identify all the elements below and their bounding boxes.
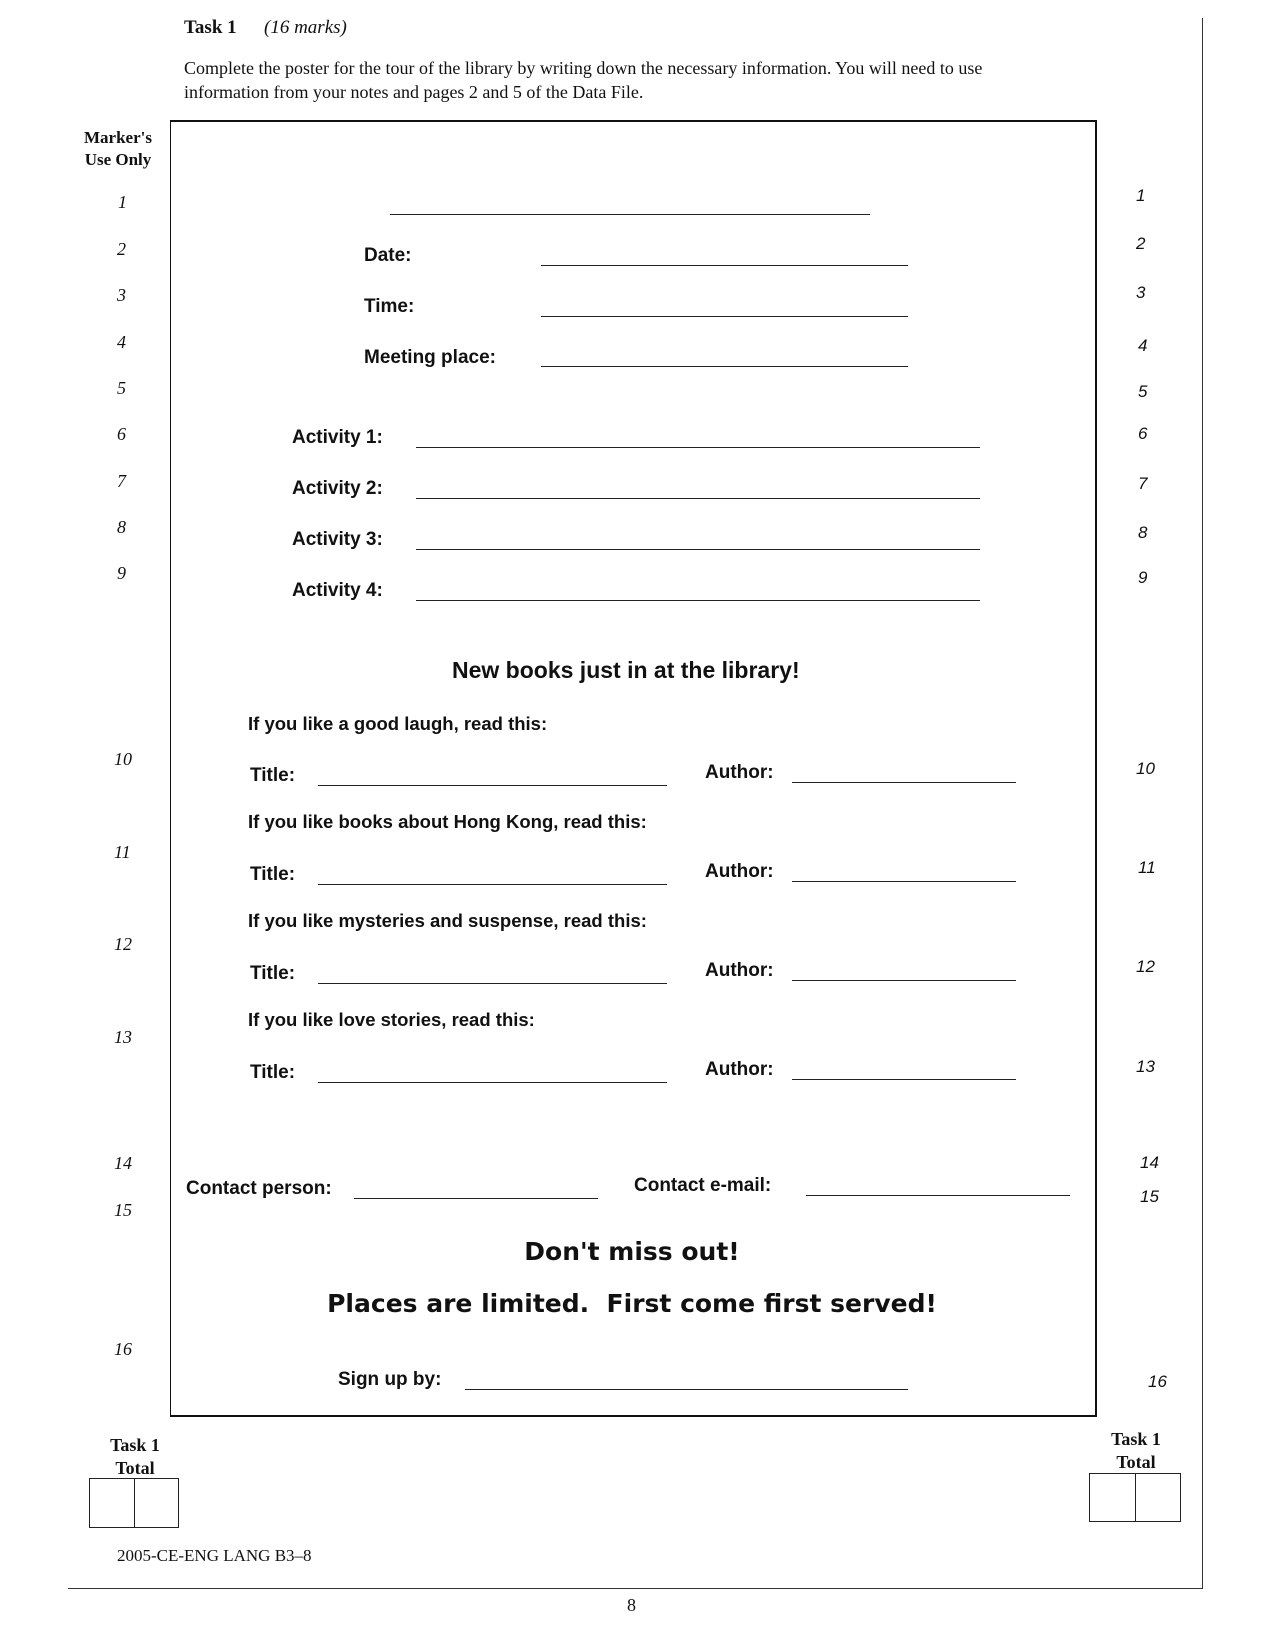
author-blank[interactable] [792, 980, 1016, 981]
page-bottom-rule [68, 1588, 1203, 1589]
places-limited-text: Places are limited. First come first served! [327, 1289, 937, 1318]
activity-1-label: Activity 1: [292, 427, 383, 448]
right-mark-number: 11 [1138, 858, 1156, 877]
task-marks: (16 marks) [264, 17, 347, 38]
author-label: Author: [705, 1059, 774, 1080]
left-mark-number: 4 [117, 332, 126, 352]
right-total-line-2: Total [1116, 1452, 1156, 1472]
left-mark-number: 6 [117, 424, 126, 444]
left-mark-number: 12 [114, 934, 132, 954]
right-mark-number: 9 [1138, 568, 1148, 587]
author-label: Author: [705, 861, 774, 882]
activity-4-label: Activity 4: [292, 580, 383, 601]
contact-email-label: Contact e-mail: [634, 1175, 772, 1196]
markers-use-line-1: Marker's [84, 128, 152, 147]
right-mark-number: 12 [1136, 957, 1155, 976]
left-mark-number: 10 [114, 749, 132, 769]
page-right-border [1202, 18, 1203, 1588]
instruction-line-2: information from your notes and pages 2 and 5 of the Data File. [184, 82, 644, 102]
left-total-box[interactable] [89, 1478, 179, 1528]
left-mark-number: 15 [114, 1200, 132, 1220]
left-mark-number: 11 [114, 842, 131, 862]
left-mark-number: 3 [117, 285, 126, 305]
markers-use-label [84, 127, 152, 171]
right-mark-number: 15 [1140, 1187, 1159, 1206]
left-total-line-2: Total [115, 1458, 155, 1478]
activity-4-blank[interactable] [416, 600, 980, 601]
left-mark-number: 14 [114, 1153, 132, 1173]
title-blank[interactable] [318, 1082, 667, 1083]
right-mark-number: 8 [1138, 523, 1148, 542]
right-mark-number: 2 [1136, 234, 1146, 253]
time-label: Time: [364, 296, 415, 317]
left-total-label [100, 1434, 170, 1480]
title-label: Title: [250, 765, 296, 786]
right-total-box-divider [1135, 1474, 1136, 1521]
paper-code: 2005-CE-ENG LANG B3–8 [117, 1546, 312, 1565]
right-mark-number: 3 [1136, 283, 1146, 302]
new-books-heading: New books just in at the library! [452, 657, 800, 683]
right-mark-number: 13 [1136, 1057, 1155, 1076]
right-mark-number: 5 [1138, 382, 1148, 401]
poster-frame [170, 120, 1097, 1417]
poster-title-blank[interactable] [390, 214, 870, 215]
task-heading: Task 1 [184, 17, 237, 38]
instruction-line-1: Complete the poster for the tour of the library by writing down the necessary information. You will need to use [184, 58, 983, 78]
left-mark-number: 7 [117, 471, 126, 491]
book-prompt: If you like books about Hong Kong, read this: [248, 811, 647, 832]
date-blank[interactable] [541, 265, 908, 266]
right-mark-number: 14 [1140, 1153, 1159, 1172]
dont-miss-out-text: Don't miss out! [524, 1237, 740, 1266]
title-blank[interactable] [318, 884, 667, 885]
activity-3-label: Activity 3: [292, 529, 383, 550]
meeting-place-blank[interactable] [541, 366, 908, 367]
right-total-line-1: Task 1 [1111, 1429, 1161, 1449]
book-prompt: If you like a good laugh, read this: [248, 713, 548, 734]
title-blank[interactable] [318, 785, 667, 786]
activity-1-blank[interactable] [416, 447, 980, 448]
title-label: Title: [250, 864, 296, 885]
author-label: Author: [705, 762, 774, 783]
right-mark-number: 7 [1138, 474, 1148, 493]
markers-use-line-2: Use Only [84, 150, 152, 169]
right-total-label [1100, 1428, 1172, 1474]
right-mark-number: 4 [1138, 336, 1148, 355]
right-mark-number: 10 [1136, 759, 1155, 778]
author-label: Author: [705, 960, 774, 981]
left-mark-number: 1 [118, 192, 127, 212]
contact-person-label: Contact person: [186, 1178, 332, 1199]
author-blank[interactable] [792, 1079, 1016, 1080]
right-mark-number: 6 [1138, 424, 1148, 443]
left-mark-number: 16 [114, 1339, 132, 1359]
left-mark-number: 13 [114, 1027, 132, 1047]
right-mark-number: 1 [1136, 186, 1146, 205]
left-total-line-1: Task 1 [110, 1435, 160, 1455]
activity-3-blank[interactable] [416, 549, 980, 550]
author-blank[interactable] [792, 881, 1016, 882]
title-label: Title: [250, 1062, 296, 1083]
date-label: Date: [364, 245, 412, 266]
meeting-place-label: Meeting place: [364, 347, 496, 368]
sign-up-label: Sign up by: [338, 1369, 442, 1390]
contact-person-blank[interactable] [354, 1198, 598, 1199]
page-number: 8 [627, 1595, 636, 1615]
left-mark-number: 5 [117, 378, 126, 398]
left-mark-number: 2 [117, 239, 126, 259]
book-prompt: If you like mysteries and suspense, read this: [248, 910, 647, 931]
right-total-box[interactable] [1089, 1473, 1181, 1522]
time-blank[interactable] [541, 316, 908, 317]
right-mark-number: 16 [1148, 1372, 1167, 1391]
left-total-box-divider [134, 1479, 135, 1527]
activity-2-label: Activity 2: [292, 478, 383, 499]
author-blank[interactable] [792, 782, 1016, 783]
title-label: Title: [250, 963, 296, 984]
contact-email-blank[interactable] [806, 1195, 1070, 1196]
left-mark-number: 9 [117, 563, 126, 583]
title-blank[interactable] [318, 983, 667, 984]
sign-up-blank[interactable] [465, 1389, 908, 1390]
book-prompt: If you like love stories, read this: [248, 1009, 535, 1030]
left-mark-number: 8 [117, 517, 126, 537]
activity-2-blank[interactable] [416, 498, 980, 499]
